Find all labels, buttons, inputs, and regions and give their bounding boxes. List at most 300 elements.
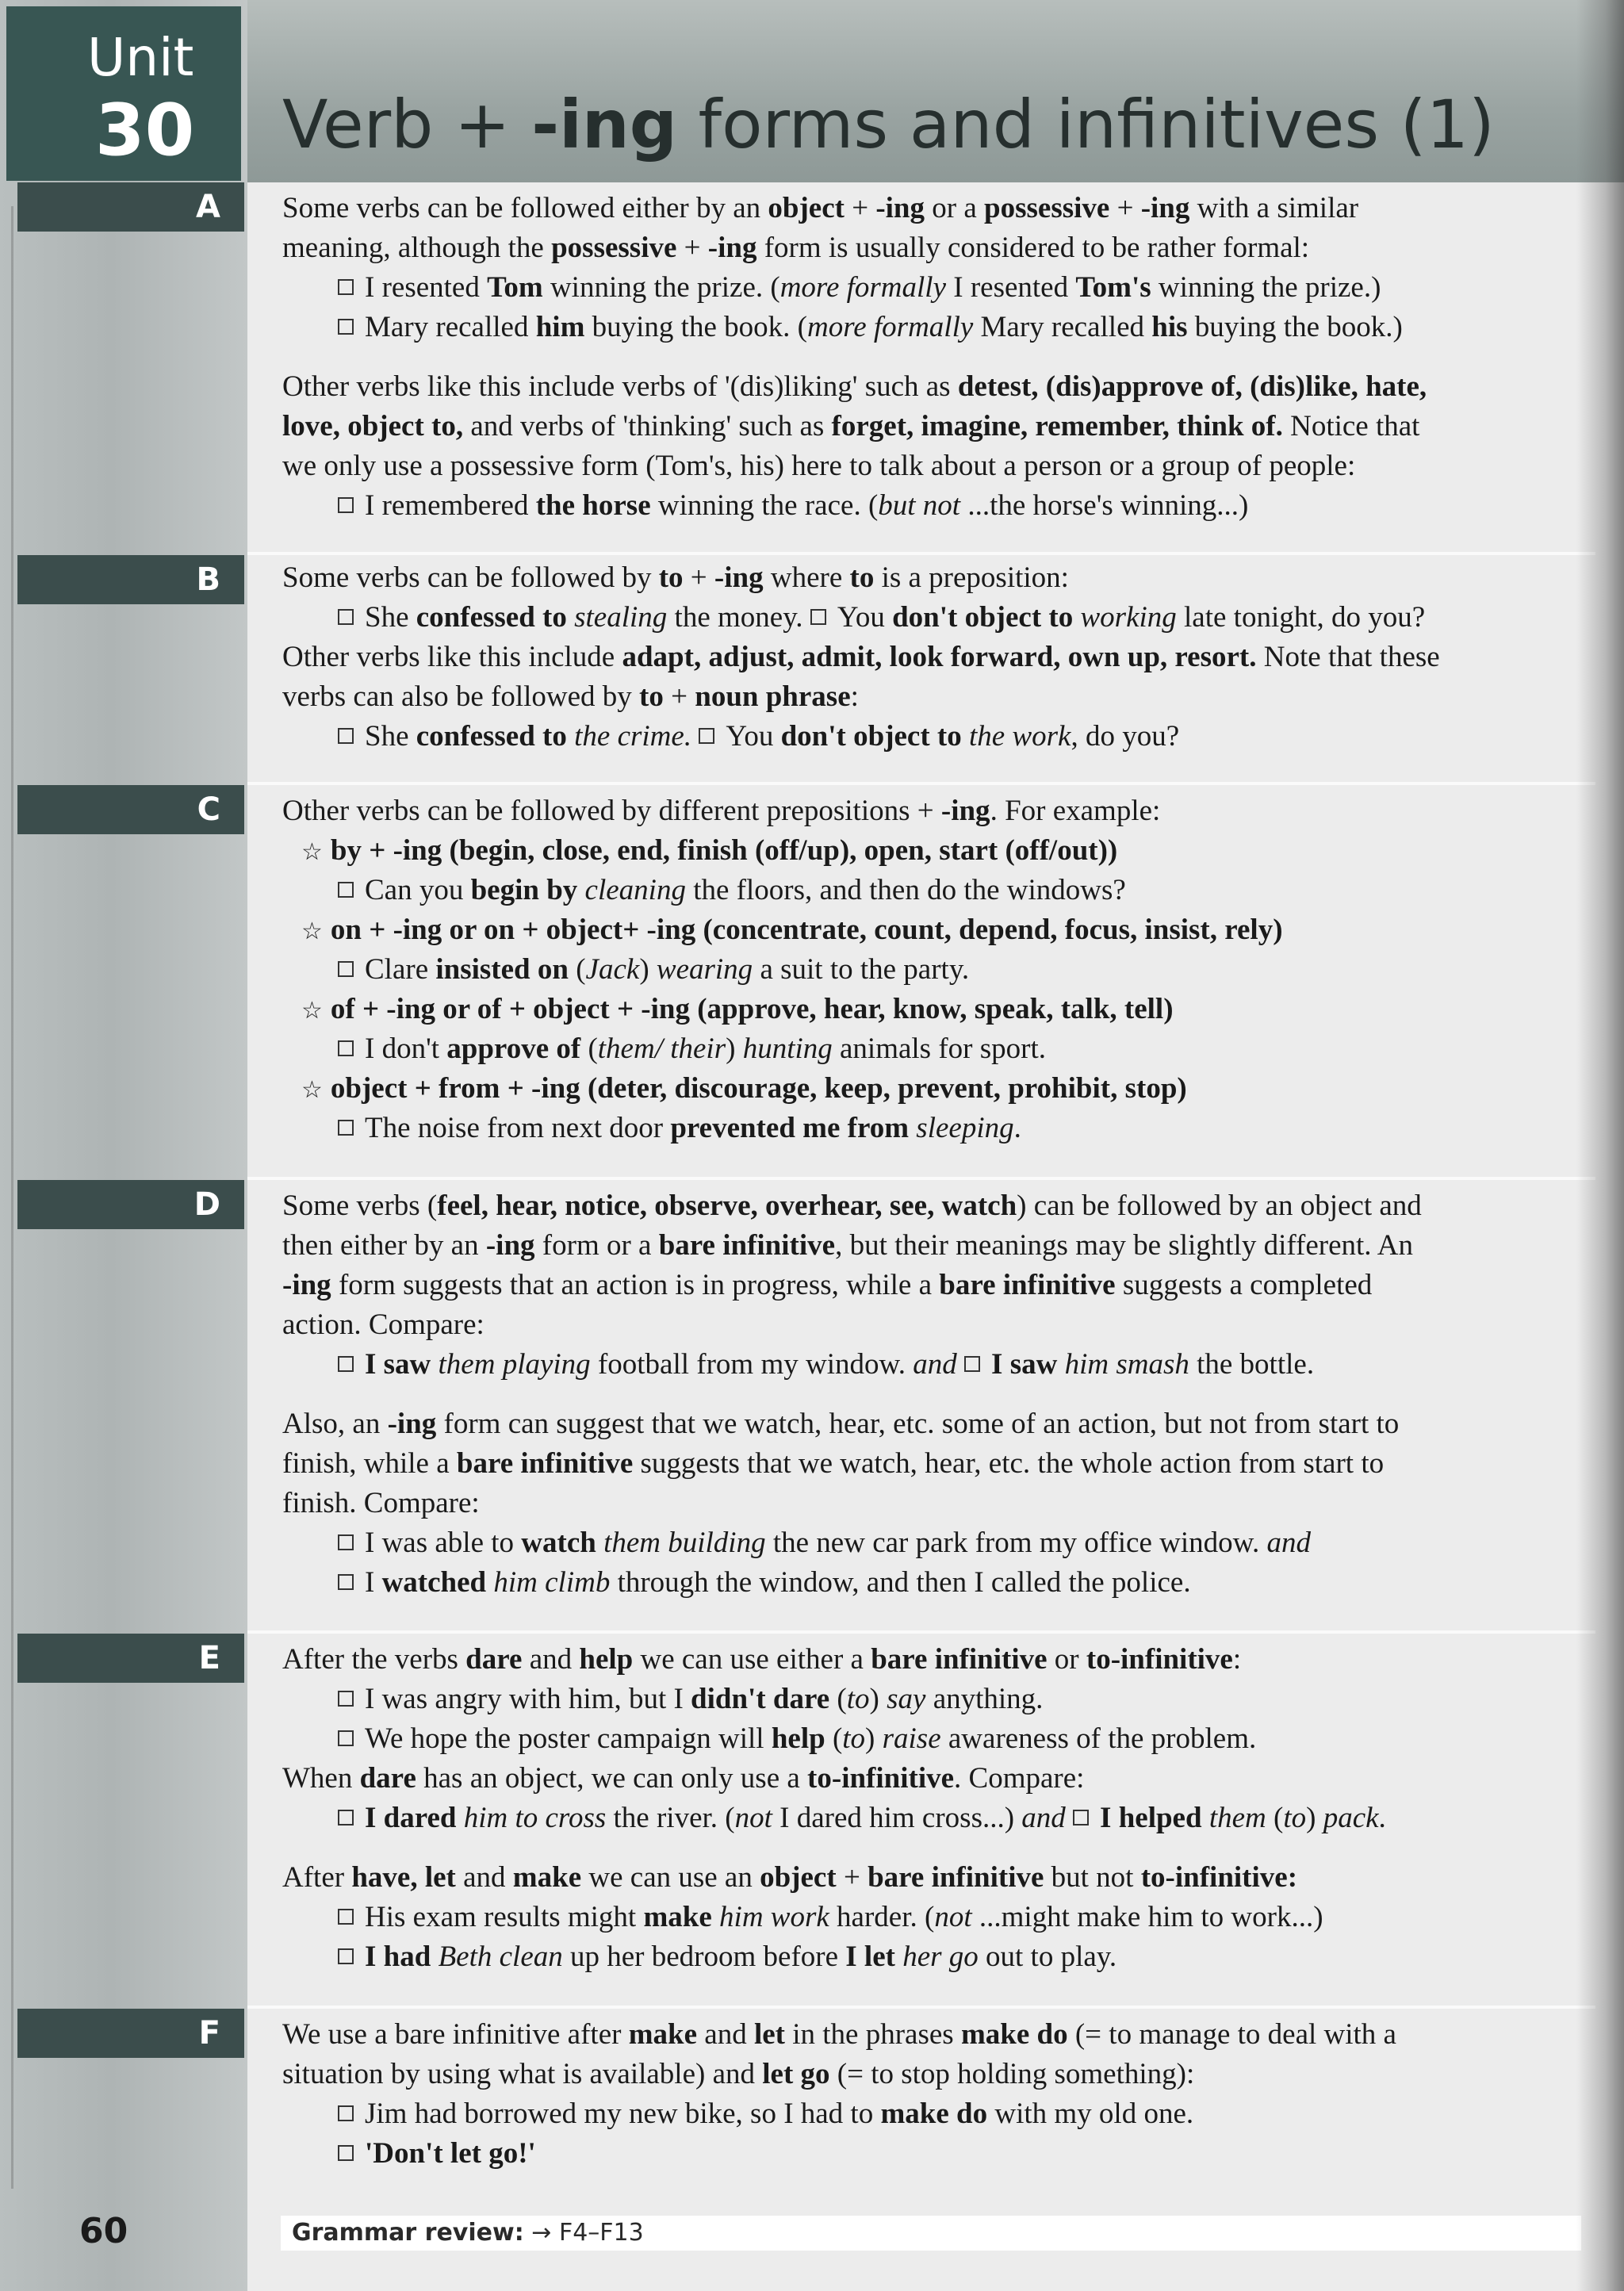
example-line	[338, 1029, 1046, 1069]
example-line	[338, 950, 969, 990]
text-run: more formally	[806, 311, 974, 343]
text-run: . Compare:	[954, 1762, 1085, 1795]
text-run: -ing	[707, 232, 757, 264]
text-line	[282, 1640, 1241, 1680]
text-run: where	[763, 561, 850, 594]
example-line	[338, 1109, 1021, 1148]
text-run: adapt, adjust, admit, look forward, own up, resort.	[622, 641, 1257, 673]
text-run: suggests that we watch, hear, etc. the whole action from start to	[633, 1447, 1385, 1480]
text-run: Mary recalled	[365, 311, 536, 343]
text-run: :	[1232, 1643, 1242, 1676]
text-run: love, object to,	[282, 410, 464, 442]
text-run: the floors, and then do the windows?	[685, 874, 1126, 906]
text-run	[691, 720, 699, 753]
text-run: -ing	[1140, 192, 1190, 224]
text-run	[456, 1802, 463, 1834]
example-line	[338, 308, 1403, 347]
checkbox-icon	[338, 279, 354, 295]
text-run: She	[365, 601, 416, 634]
text-run: object	[768, 192, 845, 224]
text-run: help	[771, 1722, 825, 1755]
text-run: and	[913, 1348, 957, 1381]
text-run: make	[643, 1901, 712, 1933]
checkbox-icon	[338, 728, 354, 744]
text-line	[282, 1444, 1384, 1484]
section-label-d: D	[17, 1180, 244, 1229]
text-run: +	[836, 1861, 868, 1894]
text-line	[282, 228, 1309, 268]
checkbox-icon	[338, 1534, 354, 1550]
text-run: let go	[762, 2058, 830, 2090]
text-run: with a similar	[1189, 192, 1359, 224]
grammar-review-label: Grammar review:	[292, 2219, 524, 2247]
text-run: bare infinitive	[939, 1269, 1116, 1301]
text-run: -ing	[282, 1269, 331, 1301]
text-run: we can use an	[581, 1861, 760, 1894]
text-run: him smash	[1064, 1348, 1189, 1381]
example-line	[338, 1345, 1314, 1385]
text-run: wearing	[656, 953, 753, 986]
text-run: make	[628, 2018, 698, 2051]
text-run: him to cross	[463, 1802, 607, 1834]
text-run: Some verbs (	[282, 1190, 438, 1222]
pattern-line	[301, 831, 1117, 872]
left-column	[0, 0, 247, 2291]
text-run	[567, 720, 574, 753]
text-run: dare	[359, 1762, 416, 1795]
text-line	[282, 189, 1358, 228]
text-run: (	[580, 1032, 598, 1065]
text-line	[282, 446, 1355, 486]
checkbox-icon	[338, 497, 354, 513]
checkbox-icon	[699, 728, 714, 744]
text-run: to	[842, 1722, 866, 1755]
text-run: . For example:	[990, 795, 1161, 827]
text-run: I	[365, 1566, 382, 1599]
text-run: the horse	[535, 489, 651, 522]
text-run: up her bedroom before	[562, 1940, 846, 1973]
text-line	[282, 2015, 1396, 2055]
text-line	[282, 1186, 1422, 1226]
text-run: finish, while a	[282, 1447, 457, 1480]
text-run: bare infinitive	[871, 1643, 1048, 1676]
text-run: awareness of the problem.	[940, 1722, 1257, 1755]
text-run: the bottle.	[1189, 1348, 1315, 1381]
page-title: Verb + -ing forms and infinitives (1)	[282, 86, 1495, 163]
text-run: the work	[969, 720, 1071, 753]
text-run: I was able to	[365, 1527, 522, 1559]
checkbox-icon	[338, 1909, 354, 1925]
text-run: cleaning	[584, 874, 686, 906]
text-run: begin by	[470, 874, 578, 906]
grammar-review-bar	[281, 2216, 1581, 2251]
text-run: Beth clean	[438, 1940, 563, 1973]
text-run: +	[676, 232, 708, 264]
text-run: , but their meanings may be slightly different. An	[835, 1229, 1413, 1262]
text-run: Can you	[365, 874, 471, 906]
text-run	[909, 1112, 916, 1144]
text-run: (= to stop holding something):	[829, 2058, 1195, 2090]
text-run: Some verbs can be followed either by an	[282, 192, 768, 224]
example-line	[338, 1799, 1386, 1838]
text-run: approve of	[446, 1032, 581, 1065]
text-run: I dared him cross...)	[772, 1802, 1022, 1834]
text-run: with my old one.	[987, 2098, 1194, 2130]
text-line	[282, 558, 1069, 598]
arrow-icon: →	[531, 2219, 552, 2247]
text-run: ) can be followed by an object and	[1017, 1190, 1422, 1222]
text-run: and	[697, 2018, 754, 2051]
text-run: his	[1151, 311, 1188, 343]
example-line	[338, 1523, 1311, 1563]
text-run: the new car park from my office window.	[765, 1527, 1267, 1559]
text-run: make do	[880, 2098, 988, 2130]
text-run: to	[658, 561, 684, 594]
text-run: You	[726, 720, 781, 753]
text-run: +	[1109, 192, 1141, 224]
text-run	[431, 1940, 438, 1973]
text-run: didn't dare	[691, 1683, 830, 1715]
text-run: -ing	[714, 561, 764, 594]
text-run: Tom's	[1075, 271, 1151, 304]
text-line	[282, 1404, 1399, 1444]
text-run: to-infinitive:	[1140, 1861, 1298, 1894]
text-run: The noise from next door	[365, 1112, 671, 1144]
checkbox-icon	[810, 609, 826, 625]
text-run: form can suggest that we watch, hear, etc. some of an action, but not from start to	[436, 1408, 1400, 1440]
text-run: .	[1378, 1802, 1386, 1834]
checkbox-icon	[1073, 1810, 1089, 1826]
text-run: football from my window.	[590, 1348, 914, 1381]
text-run: His exam results might	[365, 1901, 644, 1933]
text-run: object	[760, 1861, 837, 1894]
grammar-review-ref: F4–F13	[558, 2219, 644, 2247]
section-label-f: F	[17, 2009, 244, 2058]
text-run: You	[837, 601, 893, 634]
text-run: winning the prize.)	[1151, 271, 1381, 304]
text-line	[282, 367, 1427, 407]
text-run: buying the book.)	[1187, 311, 1403, 343]
text-run: or	[1047, 1643, 1086, 1676]
text-run: them playing	[438, 1348, 591, 1381]
text-run: the money.	[667, 601, 810, 634]
text-line	[282, 1226, 1413, 1266]
text-run: Tom	[487, 271, 543, 304]
text-line	[282, 638, 1440, 677]
text-run: +	[844, 192, 876, 224]
text-run: (	[829, 1683, 847, 1715]
text-run: detest, (dis)approve of, (dis)like, hate,	[957, 370, 1427, 403]
text-run: say	[887, 1683, 926, 1715]
checkbox-icon	[338, 1574, 354, 1590]
text-run: have, let	[351, 1861, 456, 1894]
text-run: I had	[365, 1940, 431, 1973]
text-run: not	[734, 1802, 772, 1834]
example-line	[338, 2094, 1193, 2134]
unit-number: 30	[95, 89, 195, 172]
text-run: form suggests that an action is in progress, while a	[331, 1269, 940, 1301]
example-line	[338, 486, 1248, 526]
text-run: not	[934, 1901, 972, 1933]
example-line	[338, 598, 1425, 638]
text-run: anything.	[925, 1683, 1044, 1715]
text-run: meaning, although the	[282, 232, 552, 264]
text-run: Other verbs like this include verbs of '(dis)liking' such as	[282, 370, 958, 403]
text-run: We hope the poster campaign will	[365, 1722, 772, 1755]
checkbox-icon	[338, 609, 354, 625]
text-run: finish. Compare:	[282, 1487, 480, 1519]
text-run	[895, 1940, 902, 1973]
text-run: or a	[925, 192, 985, 224]
text-run: form or a	[534, 1229, 659, 1262]
checkbox-icon	[964, 1356, 980, 1372]
section-divider	[247, 1630, 1595, 1634]
text-run: make	[512, 1861, 582, 1894]
text-run: to-infinitive	[1086, 1643, 1233, 1676]
checkbox-icon	[338, 882, 354, 898]
text-run: and	[522, 1643, 580, 1676]
example-line	[338, 1937, 1116, 1977]
text-run: to	[639, 680, 664, 713]
checkbox-icon	[338, 1810, 354, 1826]
checkbox-icon	[338, 1730, 354, 1746]
text-run: pack	[1323, 1802, 1379, 1834]
text-run: stealing	[574, 601, 668, 634]
text-run: don't object to	[892, 601, 1074, 634]
text-run: Clare	[365, 953, 436, 986]
text-run	[486, 1566, 493, 1599]
text-run: in the phrases	[785, 2018, 961, 2051]
text-run: ...the horse's winning...)	[960, 489, 1249, 522]
text-run: -ing	[940, 795, 990, 827]
checkbox-icon	[338, 1356, 354, 1372]
text-run: I don't	[365, 1032, 447, 1065]
text-run: +	[683, 561, 714, 594]
checkbox-icon	[338, 2105, 354, 2121]
text-run: winning the race. (	[650, 489, 879, 522]
text-run: I saw	[365, 1348, 431, 1381]
text-run	[962, 720, 969, 753]
text-run: watched	[381, 1566, 487, 1599]
star-icon: ☆	[301, 1076, 323, 1104]
star-icon: ☆	[301, 997, 323, 1025]
text-run: raise	[882, 1722, 941, 1755]
text-run: animals for sport.	[832, 1032, 1046, 1065]
text-run: +	[663, 680, 695, 713]
text-run: Note that these	[1256, 641, 1440, 673]
section-divider	[247, 782, 1595, 785]
text-run: late tonight, do you?	[1176, 601, 1426, 634]
text-run: I resented	[365, 271, 488, 304]
text-run: forget, imagine, remember, think of.	[831, 410, 1283, 442]
text-run: watch	[521, 1527, 596, 1559]
text-run: (= to manage to deal with a	[1067, 2018, 1396, 2051]
text-run: action. Compare:	[282, 1308, 485, 1341]
text-run: Notice that	[1282, 410, 1420, 442]
text-run: out to play.	[978, 1940, 1117, 1973]
text-run	[577, 874, 584, 906]
checkbox-icon	[338, 1040, 354, 1056]
text-run: then either by an	[282, 1229, 486, 1262]
text-run: make do	[960, 2018, 1068, 2051]
checkbox-icon	[338, 2145, 354, 2161]
text-run: him	[535, 311, 585, 343]
text-run: and verbs of 'thinking' such as	[463, 410, 832, 442]
section-label-e: E	[17, 1634, 244, 1683]
text-run: We use a bare infinitive after	[282, 2018, 629, 2051]
text-run: winning the prize. (	[542, 271, 780, 304]
text-run: bare infinitive	[868, 1861, 1044, 1894]
pattern-line	[301, 910, 1283, 952]
text-run: possessive	[551, 232, 677, 264]
example-line	[338, 2134, 536, 2174]
text-run: them	[1208, 1802, 1266, 1834]
text-line	[282, 1858, 1297, 1898]
example-line	[338, 1719, 1256, 1759]
text-run: )	[869, 1683, 887, 1715]
section-label-b: B	[17, 555, 244, 604]
example-line	[338, 1680, 1043, 1719]
text-run: 'Don't let go!'	[365, 2137, 536, 2170]
text-run: .	[1013, 1112, 1021, 1144]
checkbox-icon	[338, 961, 354, 977]
text-run	[567, 601, 574, 634]
star-icon: ☆	[301, 838, 323, 866]
text-run: Other verbs like this include	[282, 641, 622, 673]
text-run: I remembered	[365, 489, 536, 522]
text-run: Other verbs can be followed by different prepositions +	[282, 795, 941, 827]
text-run: I let	[845, 1940, 895, 1973]
text-run: -ing	[875, 192, 925, 224]
text-run: to	[846, 1683, 870, 1715]
pattern-line	[301, 1069, 1187, 1110]
text-run: )	[865, 1722, 883, 1755]
section-divider	[247, 552, 1595, 555]
text-run: (	[568, 953, 586, 986]
text-run: noun phrase	[695, 680, 851, 713]
text-line	[282, 407, 1419, 446]
text-run: possessive	[984, 192, 1110, 224]
text-line	[282, 1266, 1372, 1305]
text-run: confessed to	[416, 601, 567, 634]
text-run: Jack	[585, 953, 640, 986]
text-run: verbs can also be followed by	[282, 680, 640, 713]
text-run: dare	[465, 1643, 523, 1676]
text-run: we can use either a	[633, 1643, 871, 1676]
text-run	[1202, 1802, 1209, 1834]
text-run: and	[1021, 1802, 1066, 1834]
text-run: insisted on	[435, 953, 569, 986]
text-run: and	[1266, 1527, 1311, 1559]
text-run: I saw	[991, 1348, 1058, 1381]
text-run: to-infinitive	[807, 1762, 955, 1795]
text-run: bare infinitive	[456, 1447, 634, 1480]
page-number: 60	[79, 2211, 128, 2251]
text-run: Some verbs can be followed by	[282, 561, 659, 594]
text-run: harder. (	[829, 1901, 935, 1933]
text-run: :	[850, 680, 859, 713]
text-run: working	[1080, 601, 1177, 634]
text-run: help	[579, 1643, 634, 1676]
text-run: (	[825, 1722, 843, 1755]
text-run: -ing	[485, 1229, 535, 1262]
text-run: object + from + -ing (deter, discourage, keep, prevent, prohibit, stop)	[330, 1072, 1187, 1105]
checkbox-icon	[338, 1120, 354, 1136]
text-run	[712, 1901, 719, 1933]
text-run	[957, 1348, 964, 1381]
text-run: Also, an	[282, 1408, 388, 1440]
text-run: them building	[603, 1527, 766, 1559]
section-label-c: C	[17, 785, 244, 834]
checkbox-icon	[338, 319, 354, 335]
text-run: situation by using what is available) and	[282, 2058, 763, 2090]
text-run	[596, 1527, 603, 1559]
text-run: , do you?	[1071, 720, 1180, 753]
text-run: After the verbs	[282, 1643, 466, 1676]
text-run: Jim had borrowed my new bike, so I had to	[365, 2098, 881, 2130]
text-run: let	[753, 2018, 785, 2051]
text-run: more formally	[779, 271, 947, 304]
checkbox-icon	[338, 1691, 354, 1707]
text-run: After	[282, 1861, 352, 1894]
text-run: them/ their	[597, 1032, 726, 1065]
text-run: She	[365, 720, 416, 753]
text-run: )	[639, 953, 657, 986]
example-line	[338, 1898, 1323, 1937]
title-band	[247, 0, 1624, 182]
text-run: has an object, we can only use a	[416, 1762, 808, 1795]
text-run: )	[1306, 1802, 1323, 1834]
text-run: hunting	[742, 1032, 833, 1065]
text-run: ...might make him to work...)	[971, 1901, 1323, 1933]
text-run: of + -ing or of + object + -ing (approve, hear, know, speak, talk, tell)	[330, 993, 1174, 1025]
text-run: we only use a possessive form (Tom's, his) here to talk about a person or a group of people:	[282, 450, 1356, 482]
text-run: )	[726, 1032, 743, 1065]
text-line	[282, 1484, 480, 1523]
example-line	[338, 717, 1179, 757]
text-run: him climb	[493, 1566, 611, 1599]
text-run: -ing	[387, 1408, 437, 1440]
example-line	[338, 871, 1126, 910]
text-run: to	[849, 561, 875, 594]
text-run: the crime.	[574, 720, 692, 753]
section-divider	[247, 2006, 1595, 2009]
text-run: prevented me from	[670, 1112, 910, 1144]
text-run: form is usually considered to be rather formal:	[756, 232, 1310, 264]
text-run	[1073, 601, 1080, 634]
text-run: don't object to	[780, 720, 962, 753]
text-line	[282, 1759, 1084, 1799]
text-run: When	[282, 1762, 360, 1795]
text-run: I helped	[1100, 1802, 1202, 1834]
text-run: Mary recalled	[973, 311, 1152, 343]
text-run	[1066, 1802, 1073, 1834]
unit-word: Unit	[87, 27, 194, 88]
text-run: I resented	[946, 271, 1076, 304]
text-run: feel, hear, notice, observe, overhear, see, watch	[437, 1190, 1017, 1222]
unit-badge	[6, 6, 241, 181]
text-run: sleeping	[916, 1112, 1014, 1144]
text-line	[282, 791, 1160, 831]
section-label-a: A	[17, 182, 244, 232]
text-line	[282, 1305, 485, 1345]
star-icon: ☆	[301, 918, 323, 945]
text-run: I was angry with him, but I	[365, 1683, 691, 1715]
text-run: (	[1266, 1802, 1284, 1834]
text-run: but not	[1044, 1861, 1141, 1894]
text-line	[282, 2055, 1194, 2094]
text-run: and	[455, 1861, 513, 1894]
